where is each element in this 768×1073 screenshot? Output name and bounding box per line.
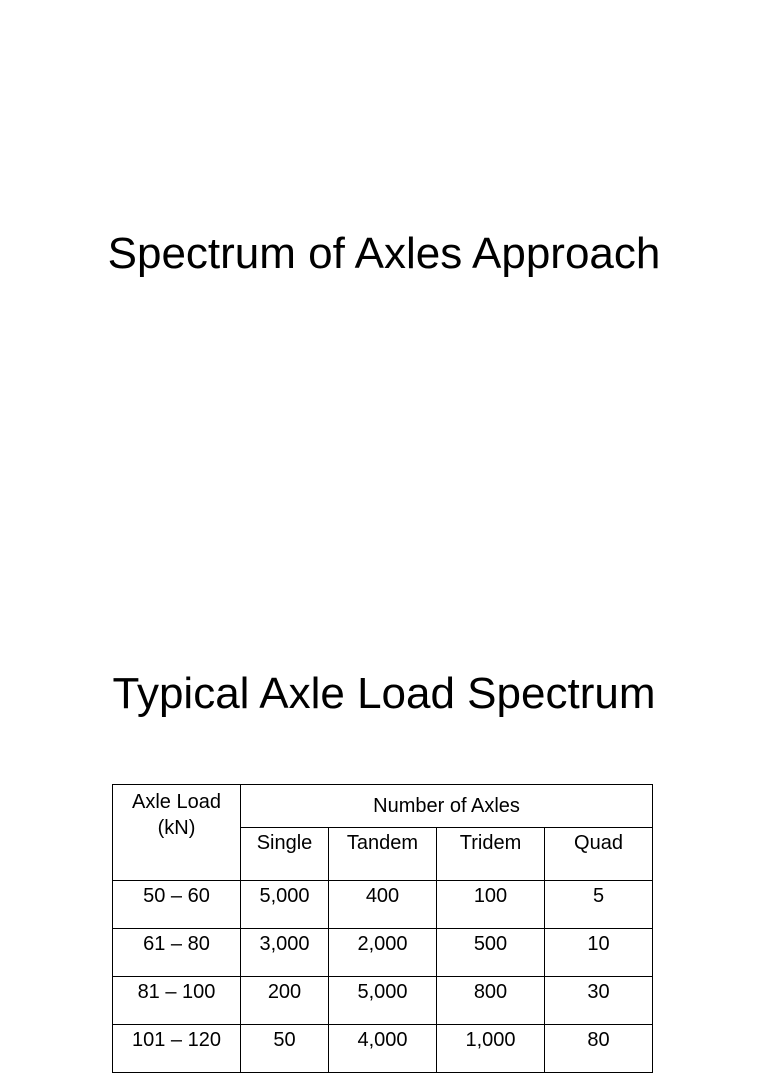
cell-single: 5,000: [241, 881, 329, 929]
cell-tridem: 1,000: [437, 1025, 545, 1073]
column-header-single: Single: [241, 828, 329, 881]
cell-tridem: 100: [437, 881, 545, 929]
cell-quad: 5: [545, 881, 653, 929]
axle-load-header-line1: Axle Load: [132, 791, 221, 813]
cell-quad: 30: [545, 977, 653, 1025]
column-header-quad: Quad: [545, 828, 653, 881]
slide-title: Spectrum of Axles Approach: [107, 229, 661, 278]
table-row: [113, 929, 653, 977]
column-header-tridem: Tridem: [437, 828, 545, 881]
table-header-row: [113, 785, 653, 828]
cell-axle-load: 50 – 60: [113, 881, 241, 929]
cell-tandem: 400: [329, 881, 437, 929]
cell-single: 200: [241, 977, 329, 1025]
cell-quad: 10: [545, 929, 653, 977]
axle-load-table: [112, 784, 653, 1073]
cell-axle-load: 101 – 120: [113, 1025, 241, 1073]
cell-single: 50: [241, 1025, 329, 1073]
cell-tridem: 800: [437, 977, 545, 1025]
cell-quad: 80: [545, 1025, 653, 1073]
table-row: [113, 881, 653, 929]
cell-tandem: 5,000: [329, 977, 437, 1025]
cell-axle-load: 61 – 80: [113, 929, 241, 977]
cell-tandem: 2,000: [329, 929, 437, 977]
cell-axle-load: 81 – 100: [113, 977, 241, 1025]
number-of-axles-header: Number of Axles: [241, 785, 653, 828]
table-row: [113, 977, 653, 1025]
column-header-tandem: Tandem: [329, 828, 437, 881]
cell-single: 3,000: [241, 929, 329, 977]
table-row: [113, 1025, 653, 1073]
cell-tridem: 500: [437, 929, 545, 977]
slide-title: Typical Axle Load Spectrum: [112, 669, 656, 718]
cell-tandem: 4,000: [329, 1025, 437, 1073]
axle-load-header: [113, 785, 241, 881]
axle-load-header-line2: (kN): [157, 817, 196, 839]
